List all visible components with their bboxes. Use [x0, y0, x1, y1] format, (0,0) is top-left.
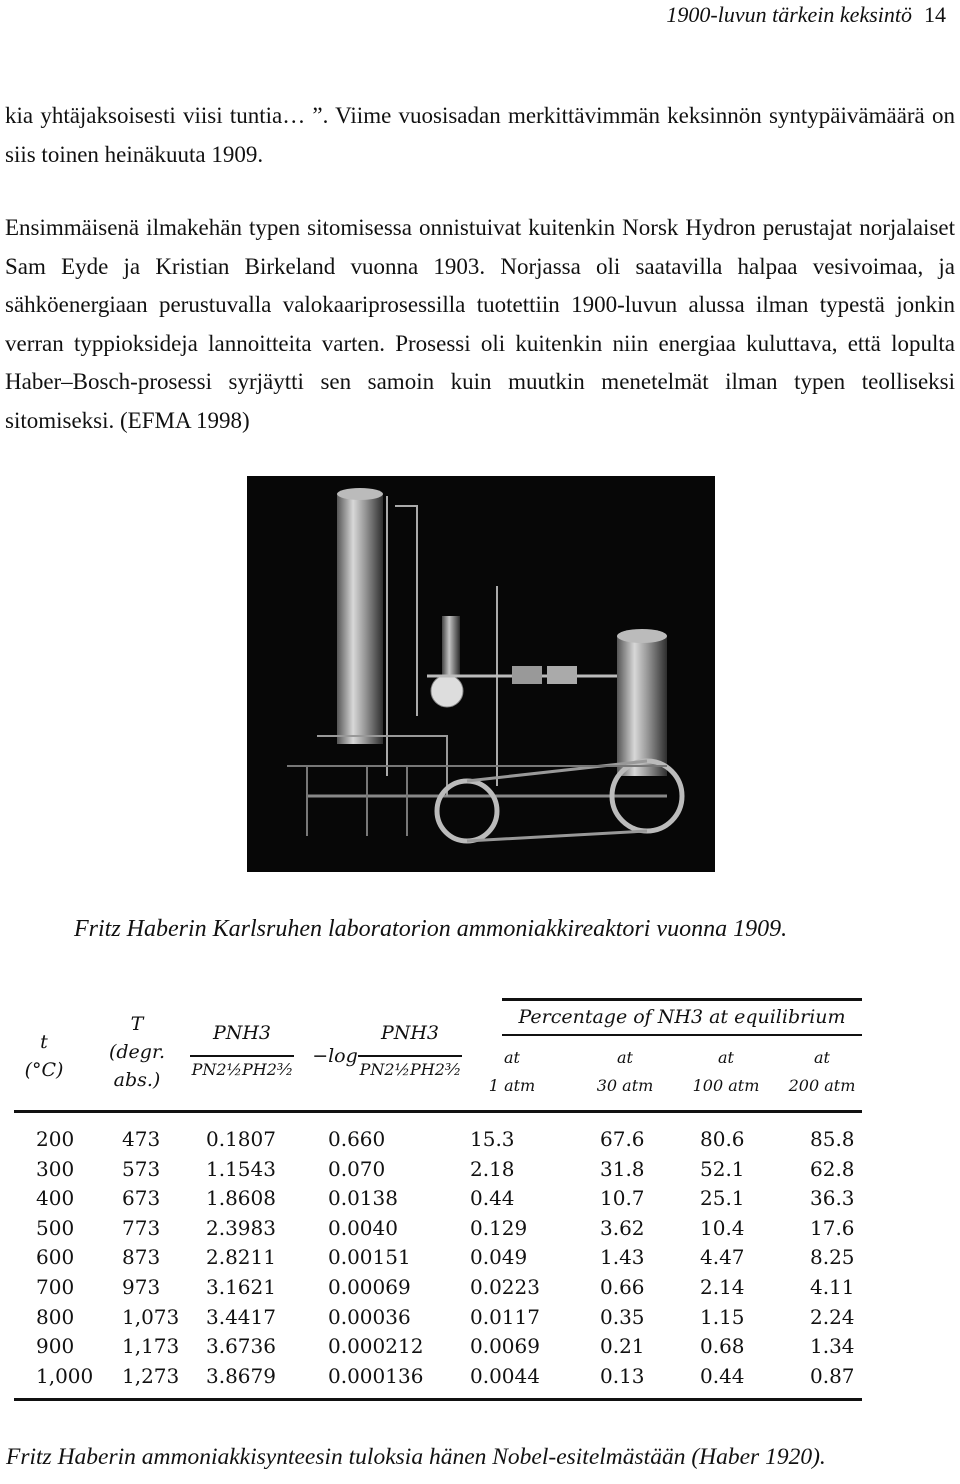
table-cell: 0.44 [700, 1363, 745, 1388]
table-cell: 773 [122, 1215, 161, 1240]
figure-caption: Fritz Haberin Karlsruhen laboratorion ammoniakkireaktori vuonna 1909. [74, 916, 788, 942]
table-cell: 0.000136 [328, 1363, 424, 1388]
pressure-2-at: at [617, 1048, 633, 1067]
col-T-header [102, 1010, 172, 1094]
table-cell: 10.4 [700, 1215, 745, 1240]
table-cell: 0.000212 [328, 1334, 424, 1359]
table-cell: 0.0138 [328, 1186, 398, 1211]
pressure-3-value: 100 atm [692, 1076, 760, 1095]
table-cell: 2.14 [700, 1275, 745, 1299]
table-cell: 600 [36, 1245, 75, 1270]
table-cell: 1,000 [36, 1363, 94, 1388]
col-k-denominator: PN2½PH2³⁄₂ [191, 1060, 293, 1079]
table-cell: 1.8608 [206, 1186, 276, 1211]
paragraph-1: kia yhtäjaksoisesti viisi tuntia… ”. Viime vuosisadan merkittävimmän keksinnön syntypäivämäärä on siis toinen heinäkuuta 1909. [5, 103, 955, 167]
table-cell: 400 [36, 1186, 75, 1211]
table-cell: 1,173 [122, 1334, 180, 1359]
table-cell: 2.24 [810, 1304, 855, 1329]
col-t-unit: (°C) [24, 1059, 64, 1081]
table-cell: 0.21 [600, 1334, 645, 1359]
table-cell: 3.8679 [206, 1363, 276, 1388]
table-cell: 0.00151 [328, 1245, 411, 1270]
table-cell: 700 [36, 1275, 75, 1299]
table-cell: 500 [36, 1215, 75, 1240]
table-cell: 573 [122, 1156, 161, 1181]
table-cell: 4.47 [700, 1245, 745, 1270]
table-cell: 300 [36, 1156, 75, 1181]
header-bottom-rule [14, 1110, 862, 1113]
table-cell: 62.8 [810, 1156, 855, 1181]
table-cell: 0.0069 [470, 1334, 540, 1359]
table-row [14, 1183, 862, 1213]
table-cell: 0.0117 [470, 1304, 540, 1329]
col-log-numerator: PNH3 [380, 1022, 440, 1044]
col-t-symbol: t [40, 1031, 48, 1053]
table-row [14, 1272, 862, 1302]
pressure-1-at: at [504, 1048, 520, 1067]
pressure-header-4 [774, 1044, 870, 1100]
col-k-numerator: PNH3 [212, 1022, 272, 1044]
table-caption: Fritz Haberin ammoniakkisynteesin tuloksia hänen Nobel-esitelmästään (Haber 1920). [6, 1444, 826, 1470]
reactor-illustration [247, 476, 715, 872]
running-header [666, 0, 946, 30]
table-row [14, 1213, 862, 1243]
table-cell: 36.3 [810, 1186, 855, 1211]
table-row [14, 1154, 862, 1184]
table-cell: 2.3983 [206, 1215, 276, 1240]
table-cell: 67.6 [600, 1127, 645, 1151]
table-cell: 0.129 [470, 1215, 528, 1240]
table-row [14, 1242, 862, 1272]
pressure-1-value: 1 atm [488, 1076, 536, 1095]
col-t-header [14, 1028, 74, 1084]
table-cell: 0.070 [328, 1156, 386, 1181]
table-row [14, 1331, 862, 1361]
pressure-4-at: at [814, 1048, 830, 1067]
col-log-fraction-bar [358, 1055, 462, 1057]
table-cell: 0.0040 [328, 1215, 398, 1240]
table-cell: 0.66 [600, 1275, 645, 1299]
table-cell: 0.00069 [328, 1275, 411, 1299]
table-cell: 200 [36, 1127, 75, 1151]
table-cell: 973 [122, 1275, 161, 1299]
running-header-title: 1900-luvun tärkein keksintö [666, 2, 912, 27]
table-cell: 2.8211 [206, 1245, 276, 1270]
table-cell: 0.87 [810, 1363, 855, 1388]
table-cell: 673 [122, 1186, 161, 1211]
table-cell: 3.6736 [206, 1334, 276, 1359]
table-cell: 52.1 [700, 1156, 745, 1181]
col-log-header [358, 1022, 462, 1092]
table-cell: 1,273 [122, 1363, 180, 1388]
paragraph-2: Ensimmäisenä ilmakehän typen sitomisessa onnistuivat kuitenkin Norsk Hydron perustajat norjalaiset Sam Eyde ja Kristian Birkeland vuonna 1903. Norjassa oli saatavilla halpaa vesivoimaa, ja sähköenergiaan perustuvalla valokaariprosessilla tuotettiin 1900-luvun alussa ilman typestä jonkin verran typpioksideja lannoitteita varten. Prosessi oli kuitenkin niin energiaa kuluttava, että lopulta Haber–Bosch-prosessi syrjäytti sen samoin kuin muutkin menetelmät ilman typen teolliseksi sitomiseksi. (EFMA 1998) [5, 215, 955, 433]
table-top-rule [502, 998, 862, 1001]
table-cell: 0.0044 [470, 1363, 540, 1388]
table-cell: 85.8 [810, 1127, 855, 1151]
table-cell: 10.7 [600, 1186, 645, 1211]
reactor-photo [247, 476, 715, 872]
table-cell: 17.6 [810, 1215, 855, 1240]
pressure-header-2 [580, 1044, 670, 1100]
table-bottom-rule [14, 1398, 862, 1401]
col-T-symbol: T [130, 1013, 144, 1035]
col-k-header [190, 1022, 294, 1092]
table-cell: 0.1807 [206, 1127, 276, 1151]
table-cell: 800 [36, 1304, 75, 1329]
table-cell: 873 [122, 1245, 161, 1270]
table-cell: 4.11 [810, 1275, 855, 1299]
table-cell: 31.8 [600, 1156, 645, 1181]
table-cell: 900 [36, 1334, 75, 1359]
pct-header: Percentage of NH3 at equilibrium [518, 1006, 846, 1028]
col-log-prefix: −log [312, 1045, 358, 1067]
table-cell: 0.0223 [470, 1275, 540, 1299]
table-cell: 1.43 [600, 1245, 645, 1270]
table-cell: 3.62 [600, 1215, 645, 1240]
table-cell: 3.1621 [206, 1275, 276, 1299]
col-T-unit-2: abs.) [113, 1069, 161, 1091]
table-cell: 15.3 [470, 1127, 515, 1151]
table-cell: 3.4417 [206, 1304, 276, 1329]
table-cell: 0.00036 [328, 1304, 411, 1329]
table-cell: 0.660 [328, 1127, 386, 1151]
pressure-3-at: at [718, 1048, 734, 1067]
table-cell: 2.18 [470, 1156, 515, 1181]
table-cell: 0.049 [470, 1245, 528, 1270]
table-row [14, 1361, 862, 1391]
table-cell: 0.68 [700, 1334, 745, 1359]
col-k-fraction-bar [190, 1055, 294, 1057]
table-cell: 0.13 [600, 1363, 645, 1388]
pressure-4-value: 200 atm [788, 1076, 856, 1095]
table-row [14, 1302, 862, 1332]
table-cell: 0.35 [600, 1304, 645, 1329]
table-cell: 1.1543 [206, 1156, 276, 1181]
table-cell: 80.6 [700, 1127, 745, 1151]
table-row [14, 1124, 862, 1154]
table-cell: 25.1 [700, 1186, 745, 1211]
table-cell: 473 [122, 1127, 161, 1151]
page-number: 14 [924, 2, 946, 27]
equilibrium-table [14, 996, 862, 1401]
table-cell: 8.25 [810, 1245, 855, 1270]
table-cell: 1.34 [810, 1334, 855, 1359]
pct-header-rule [502, 1034, 862, 1036]
table-cell: 1,073 [122, 1304, 180, 1329]
col-T-unit-1: (degr. [108, 1041, 166, 1063]
pressure-header-1 [472, 1044, 552, 1100]
table-cell: 0.44 [470, 1186, 515, 1211]
pressure-header-3 [678, 1044, 774, 1100]
col-log-denominator: PN2½PH2³⁄₂ [359, 1060, 461, 1079]
pressure-2-value: 30 atm [596, 1076, 654, 1095]
table-cell: 1.15 [700, 1304, 745, 1329]
